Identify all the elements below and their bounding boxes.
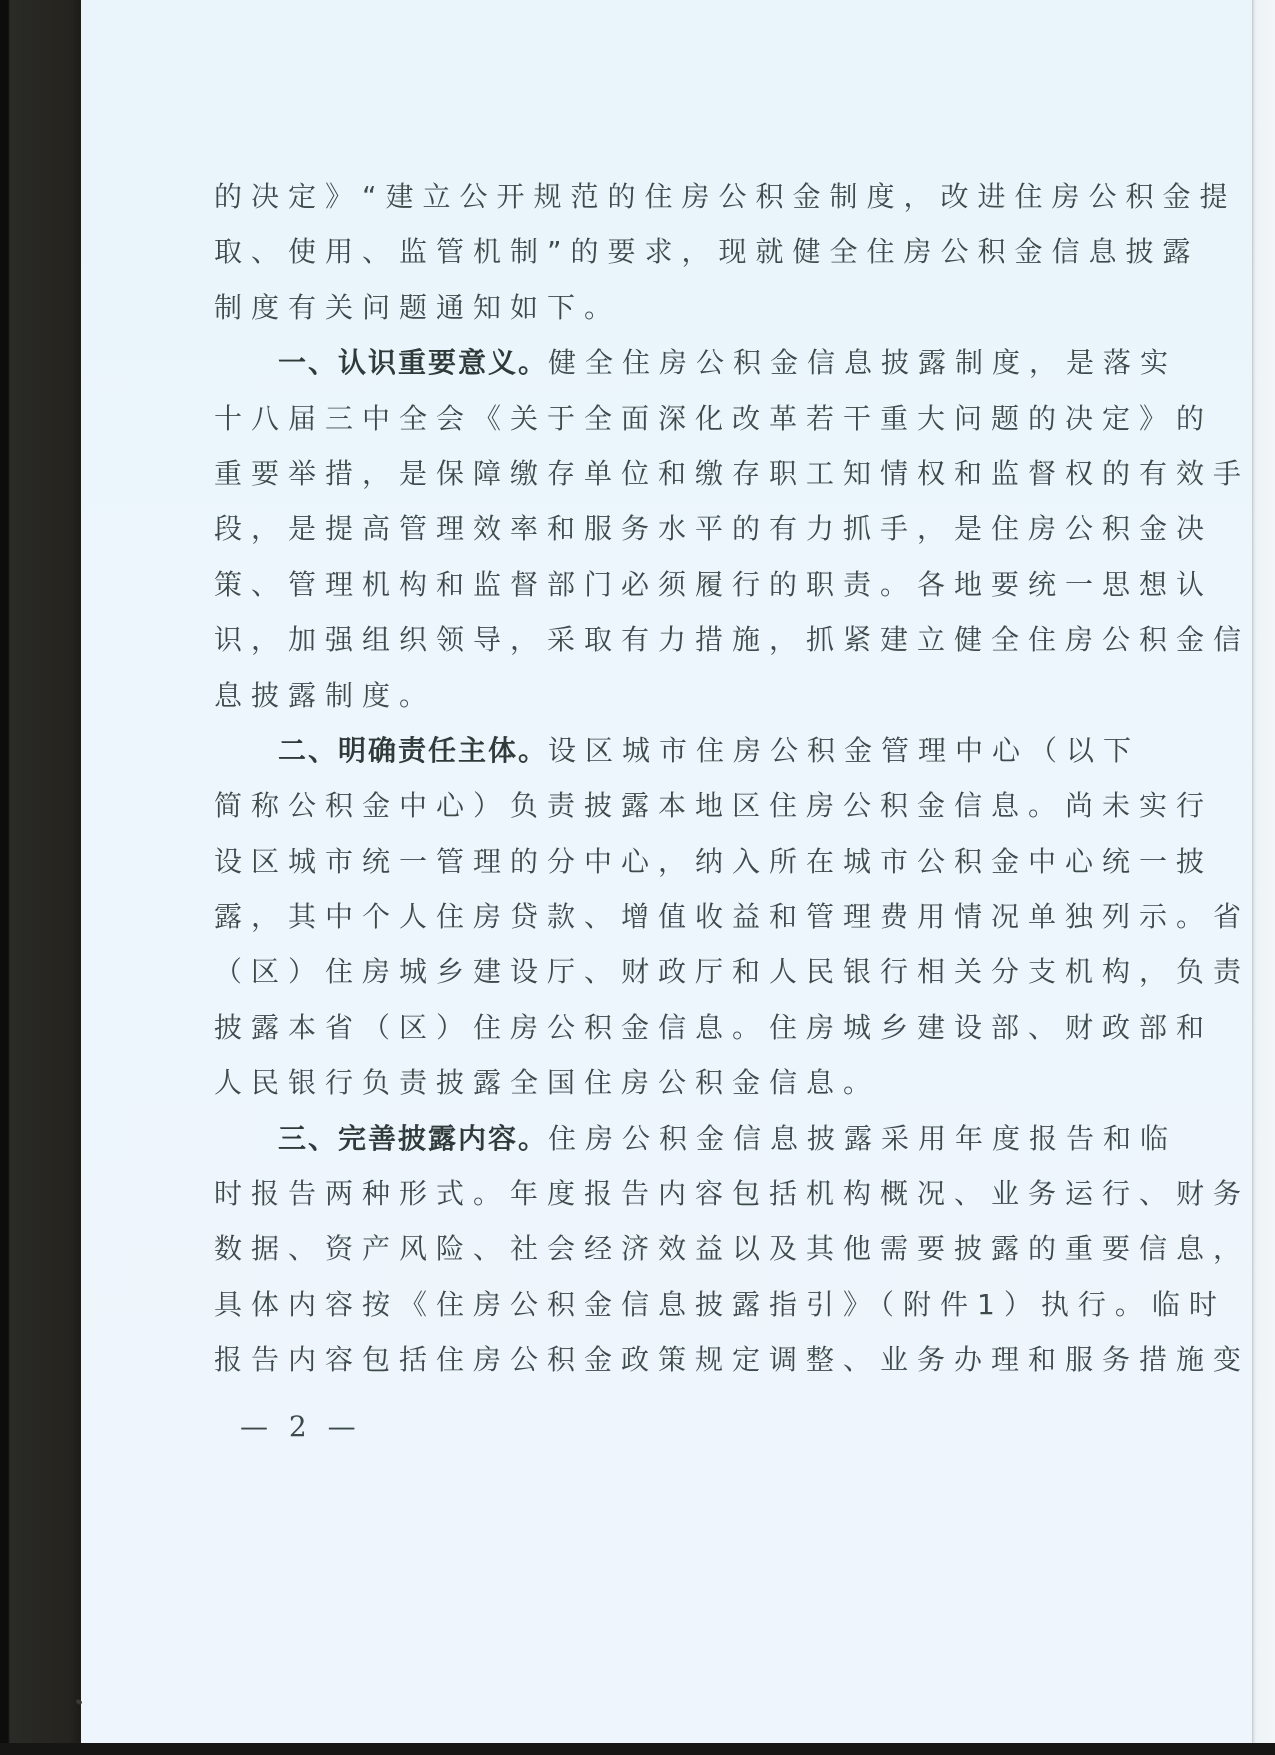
text-line bbox=[214, 446, 1251, 501]
line-text: 制度有关问题通知如下。 bbox=[214, 290, 622, 324]
text-line bbox=[214, 889, 1251, 944]
line-text: 设区城市统一管理的分中心，纳入所在城市公积金中心统一披 bbox=[214, 844, 1214, 878]
line-text: 重要举措，是保障缴存单位和缴存职工知情权和监督权的有效手 bbox=[214, 456, 1251, 490]
line-text: 十八届三中全会《关于全面深化改革若干重大问题的决定》的 bbox=[214, 401, 1214, 435]
text-line bbox=[214, 612, 1251, 667]
section-2-first-line bbox=[214, 723, 1141, 778]
line-text: 披露本省（区）住房公积金信息。住房城乡建设部、财政部和 bbox=[214, 1010, 1214, 1044]
line-text: 时报告两种形式。年度报告内容包括机构概况、业务运行、财务 bbox=[214, 1177, 1251, 1211]
line-text: 简称公积金中心）负责披露本地区住房公积金信息。尚未实行 bbox=[214, 789, 1214, 823]
page-right-edge bbox=[1252, 0, 1275, 1743]
line-text: 段，是提高管理效率和服务水平的有力抓手，是住房公积金决 bbox=[214, 512, 1214, 546]
line-text: 数据、资产风险、社会经济效益以及其他需要披露的重要信息， bbox=[214, 1232, 1251, 1266]
line-text: 报告内容包括住房公积金政策规定调整、业务办理和服务措施变 bbox=[214, 1343, 1251, 1377]
line-text: 息披露制度。 bbox=[214, 678, 437, 712]
text-line bbox=[214, 1166, 1251, 1221]
line-text: 设区城市住房公积金管理中心（以下 bbox=[548, 733, 1141, 767]
text-line bbox=[214, 501, 1214, 556]
text-line bbox=[214, 1000, 1214, 1055]
text-line bbox=[214, 557, 1214, 612]
line-text: 取、使用、监管机制”的要求，现就健全住房公积金信息披露 bbox=[214, 235, 1200, 269]
text-line bbox=[214, 1055, 1114, 1110]
text-line bbox=[214, 1277, 1226, 1332]
text-line bbox=[214, 1332, 1251, 1387]
text-line bbox=[214, 169, 1237, 224]
text-line bbox=[214, 834, 1214, 889]
text-line bbox=[214, 944, 1251, 999]
scan-bottom-border bbox=[0, 1743, 1275, 1755]
scan-left-border bbox=[0, 0, 80, 1755]
line-text: 识，加强组织领导，采取有力措施，抓紧建立健全住房公积金信 bbox=[214, 623, 1251, 657]
line-text: 住房公积金信息披露采用年度报告和临 bbox=[548, 1121, 1178, 1155]
section-1-first-line bbox=[214, 335, 1178, 390]
line-text: 健全住房公积金信息披露制度，是落实 bbox=[548, 346, 1178, 380]
line-text: 的决定》“建立公开规范的住房公积金制度，改进住房公积金提 bbox=[214, 180, 1237, 213]
page-number: — 2 — bbox=[240, 1410, 362, 1443]
text-line bbox=[214, 280, 1114, 335]
section-heading: 三、完善披露内容。 bbox=[278, 1121, 549, 1155]
line-text: （区）住房城乡建设厅、财政厅和人民银行相关分支机构，负责 bbox=[214, 955, 1251, 989]
section-3-first-line bbox=[214, 1111, 1178, 1166]
line-text: 人民银行负责披露全国住房公积金信息。 bbox=[214, 1066, 881, 1100]
document-body bbox=[214, 180, 1251, 1416]
text-line bbox=[214, 224, 1200, 279]
line-text: 策、管理机构和监督部门必须履行的职责。各地要统一思想认 bbox=[214, 567, 1214, 601]
text-line bbox=[214, 1221, 1251, 1276]
section-heading: 一、认识重要意义。 bbox=[278, 346, 549, 380]
line-text: 露，其中个人住房贷款、增值收益和管理费用情况单独列示。省 bbox=[214, 900, 1251, 934]
line-text: 具体内容按《住房公积金信息披露指引》（附件1）执行。临时 bbox=[214, 1287, 1226, 1321]
text-line bbox=[214, 391, 1214, 446]
text-line bbox=[214, 668, 1114, 723]
section-heading: 二、明确责任主体。 bbox=[278, 733, 549, 767]
text-line bbox=[214, 778, 1214, 833]
